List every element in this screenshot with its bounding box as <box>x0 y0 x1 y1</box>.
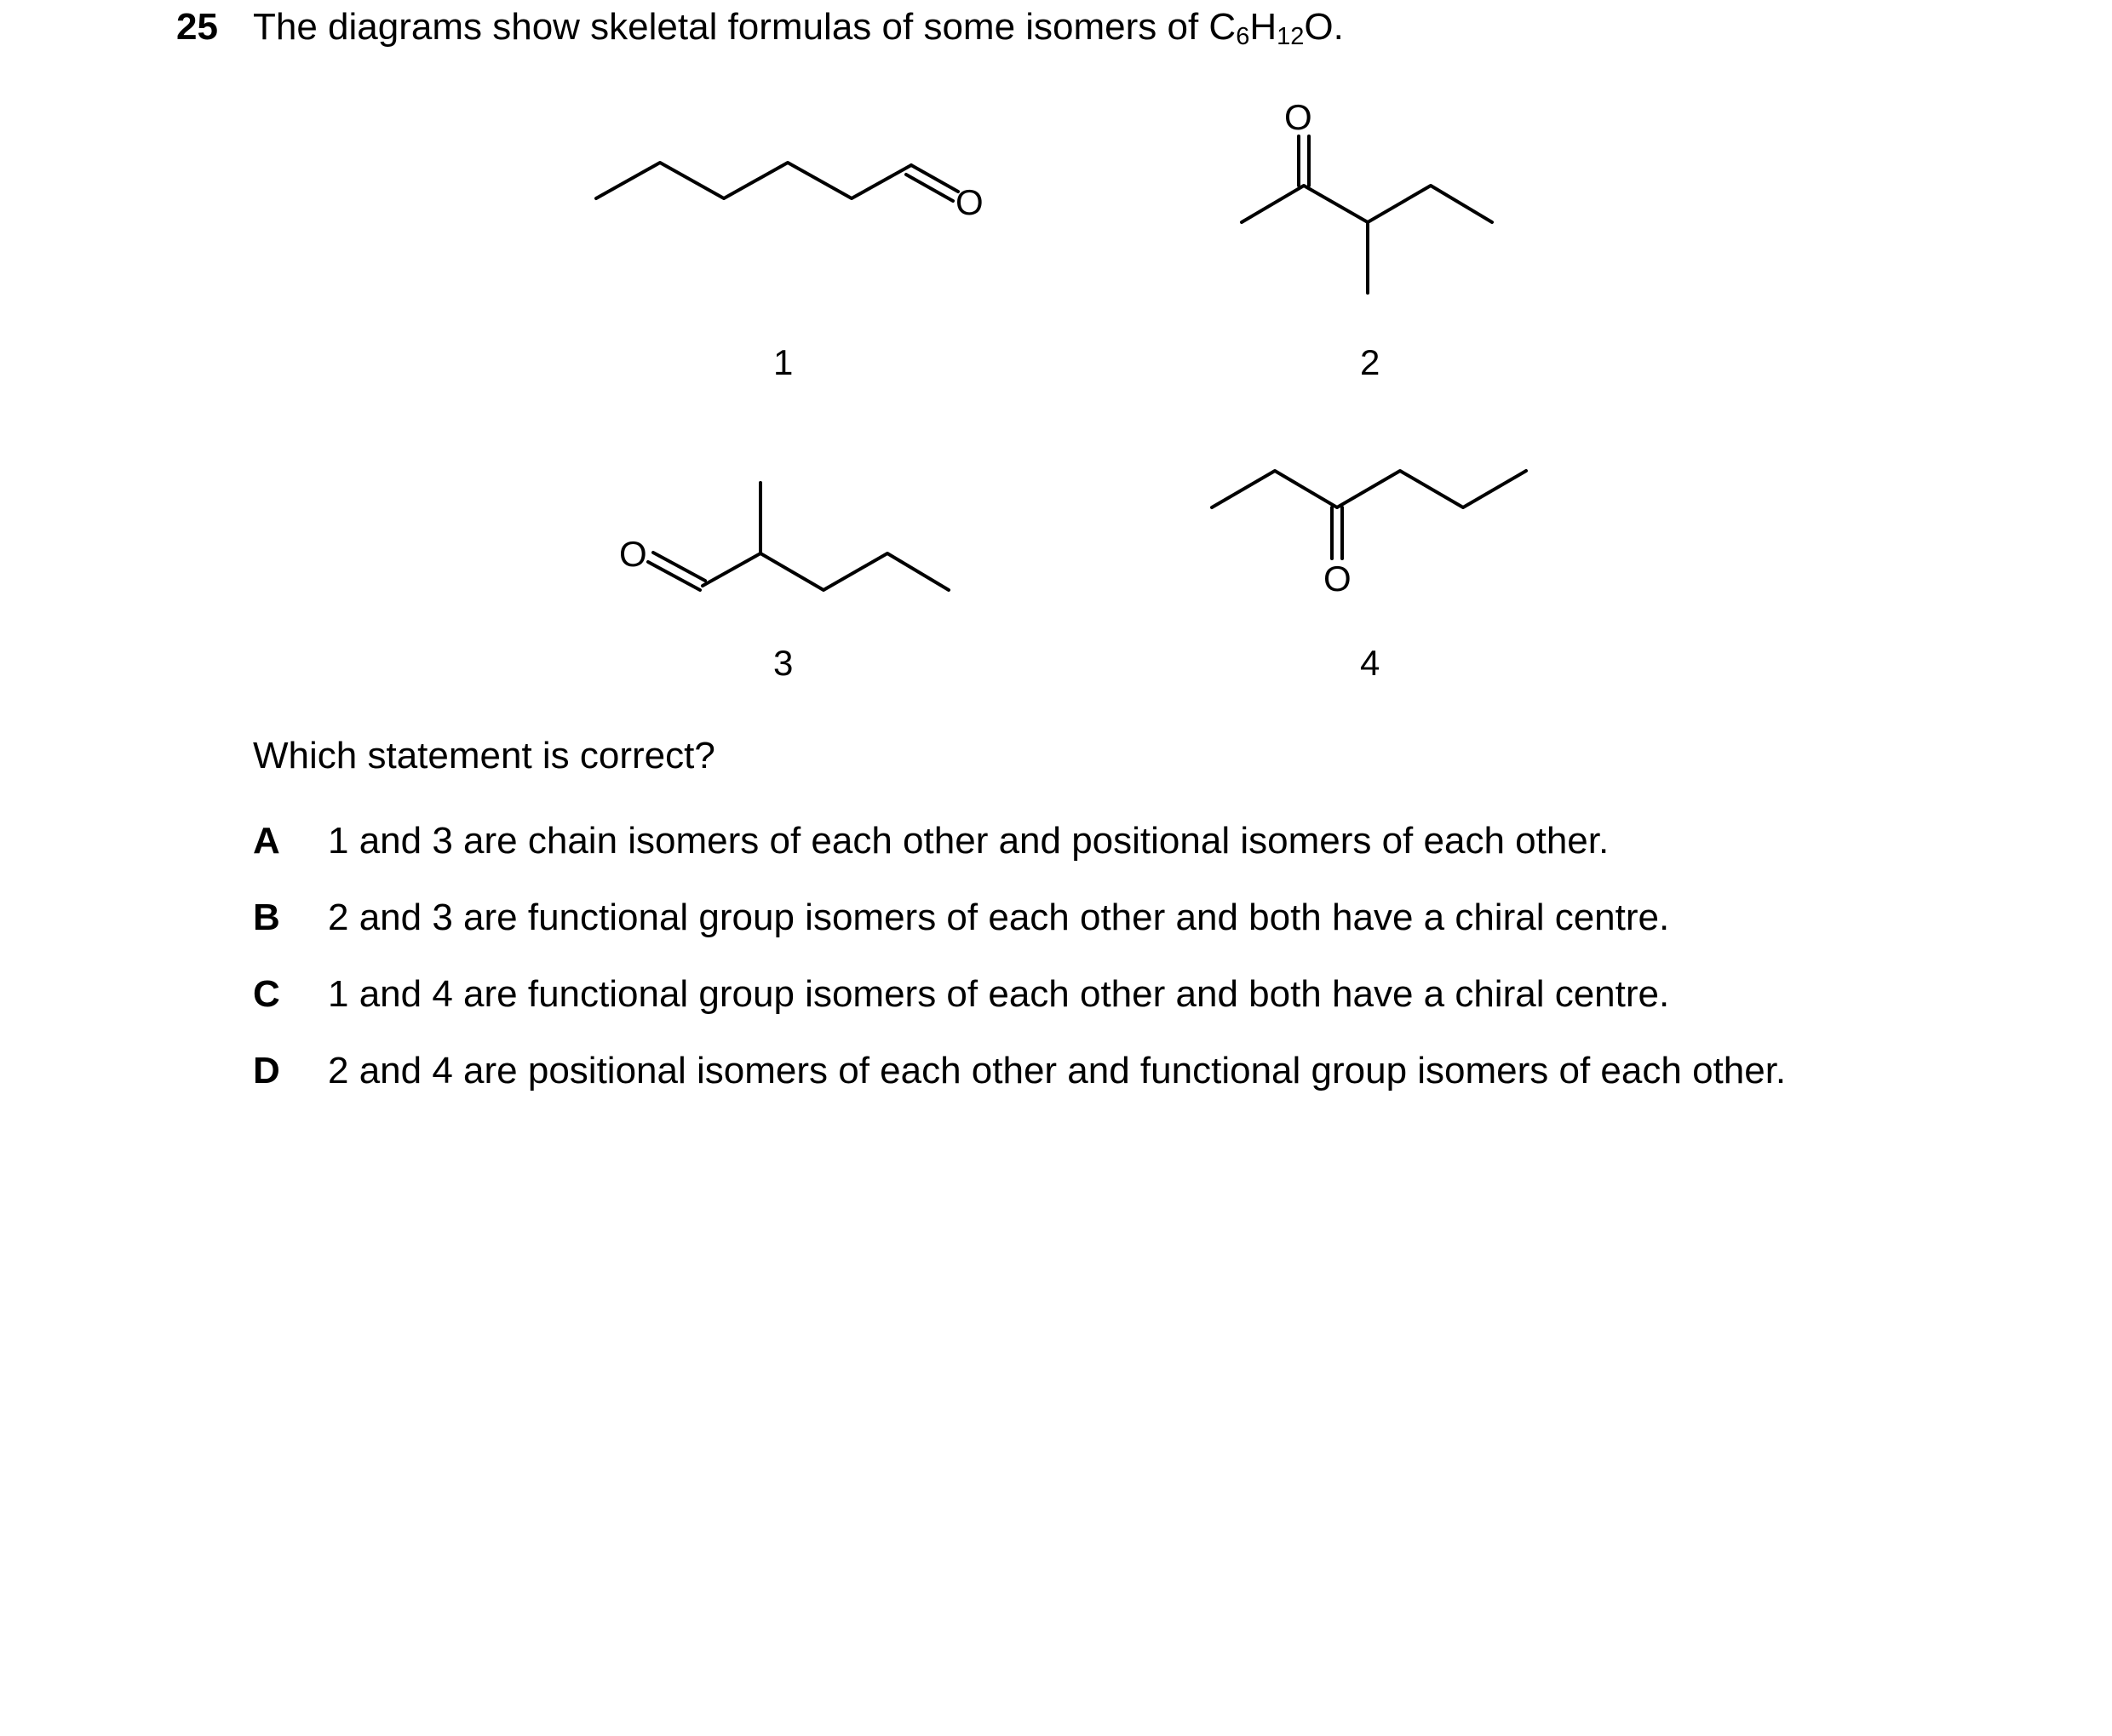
question-text-start: The diagrams show skeletal formulas of some isomers of C <box>253 6 1237 48</box>
option-d-text: 2 and 4 are positional isomers of each other and functional group isomers of each other. <box>328 1050 1787 1091</box>
diagram-3-structure <box>619 483 949 683</box>
diagram-2-carbon-chain <box>1242 186 1492 222</box>
diagram-4-carbon-chain <box>1212 471 1526 507</box>
diagram-1-double-bond-a <box>911 165 958 192</box>
diagram-4-oxygen: O <box>1323 559 1352 599</box>
question-text-end: O. <box>1304 6 1344 48</box>
question-prompt: Which statement is correct? <box>253 735 715 776</box>
formula-subscript-hydrogen: 12 <box>1277 23 1305 50</box>
diagram-1-oxygen: O <box>956 182 984 222</box>
option-a-letter: A <box>253 820 280 862</box>
diagram-3-label: 3 <box>773 643 794 683</box>
skeletal-formulas <box>0 0 2112 698</box>
option-d-letter: D <box>253 1050 280 1091</box>
question-number: 25 <box>176 6 218 48</box>
diagram-1-label: 1 <box>773 342 794 382</box>
formula-hydrogen: H <box>1249 6 1277 48</box>
diagram-1-carbon-chain <box>596 163 911 198</box>
diagram-3-double-bond-b <box>653 553 705 581</box>
diagram-3-oxygen: O <box>619 534 647 574</box>
option-c-text: 1 and 4 are functional group isomers of each other and both have a chiral centre. <box>328 973 1670 1015</box>
diagram-3-double-bond-a <box>648 562 700 590</box>
diagram-1-structure <box>596 163 984 382</box>
diagram-3-carbon-chain <box>703 553 949 590</box>
option-b-text: 2 and 3 are functional group isomers of each other and both have a chiral centre. <box>328 897 1670 938</box>
diagram-2-structure <box>1242 97 1492 382</box>
diagram-4-structure <box>1212 471 1526 683</box>
option-a-text: 1 and 3 are chain isomers of each other and positional isomers of each other. <box>328 820 1610 862</box>
diagram-1-double-bond-b <box>906 175 953 201</box>
option-c-letter: C <box>253 973 280 1015</box>
option-b-letter: B <box>253 897 280 938</box>
formula-subscript-carbon: 6 <box>1236 23 1250 50</box>
diagram-2-oxygen: O <box>1284 97 1312 137</box>
diagram-2-label: 2 <box>1360 342 1380 382</box>
diagram-4-label: 4 <box>1360 643 1380 683</box>
